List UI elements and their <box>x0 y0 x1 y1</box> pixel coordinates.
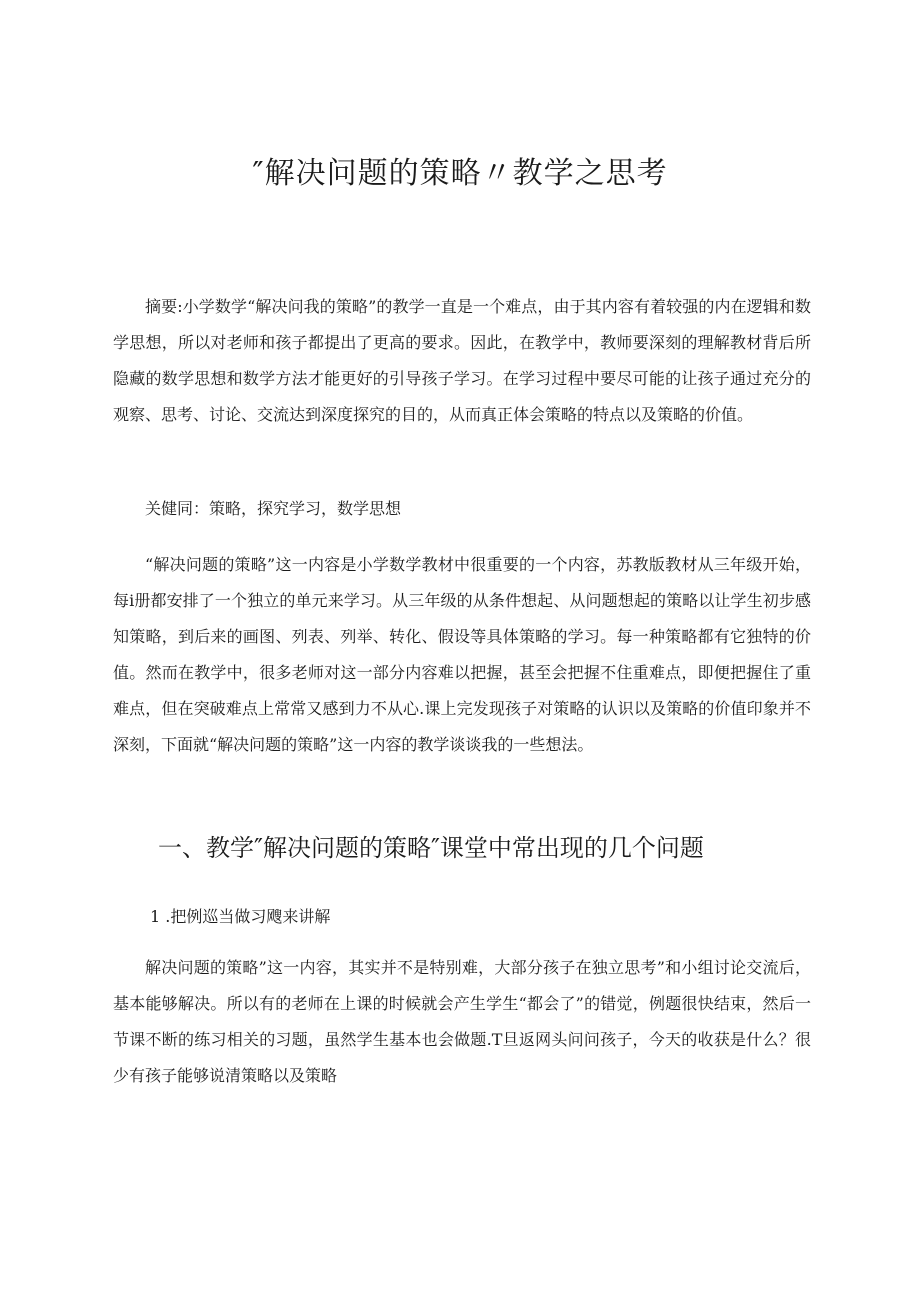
keywords-line: 关健同：策略，探究学习，数学思想 <box>145 499 402 518</box>
intro-paragraph: “解决问题的策略”这一内容是小学数学教材中很重要的一个内容，苏教版教材从三年级开始，每i册都安排了一个独立的单元来学习。从三年级的从条件想起、从问题想起的策略以让学生初步感知策略，到后来的画图、列表、列举、转化、假设等具体策略的学习。每一种策略都有它独特的价值。然而在教学中，很多老师对这一部分内容难以把握，甚至会把握不住重难点，即便把握住了重难点，但在突破难点上常常又感到力不从心.课上完发现孩子对策略的认识以及策略的价值印象并不深刻，下面就“解决问题的策略”这一内容的教学谈谈我的一些想法。 <box>113 555 811 754</box>
section-heading-1: 一、教学″解决问题的策略″课堂中常出现的几个问题 <box>158 834 704 862</box>
abstract-paragraph: 摘要:小学数学“解决问我的策略”的教学一直是一个难点，由于其内容有着较强的内在逻辑和数学思想，所以对老师和孩子都提出了更高的要求。因此，在教学中，教师要深刻的理解教材背后所隐藏的数学思想和数学方法才能更好的引导孩子学习。在学习过程中要尽可能的让孩子通过充分的观察、思考、讨论、交流达到深度探究的目的，从而真正体会策略的特点以及策略的价值。 <box>113 297 811 424</box>
subheading-1: 1 .把例巡当做习飕来讲解 <box>150 907 331 926</box>
document-title: ″解决问题的策略〃教学之思考 <box>252 156 668 191</box>
body-paragraph-1: 解决问题的策略”这一内容，其实并不是特别难，大部分孩子在独立思考”和小组讨论交流后，基本能够解决。所以有的老师在上课的时候就会产生学生“都会了”的错觉，例题很快结束，然后一节课不断的练习相关的习题，虽然学生基本也会做题.T旦返网头问问孩子，今天的收获是什么？很少有孩子能够说清策略以及策略 <box>113 958 811 1085</box>
